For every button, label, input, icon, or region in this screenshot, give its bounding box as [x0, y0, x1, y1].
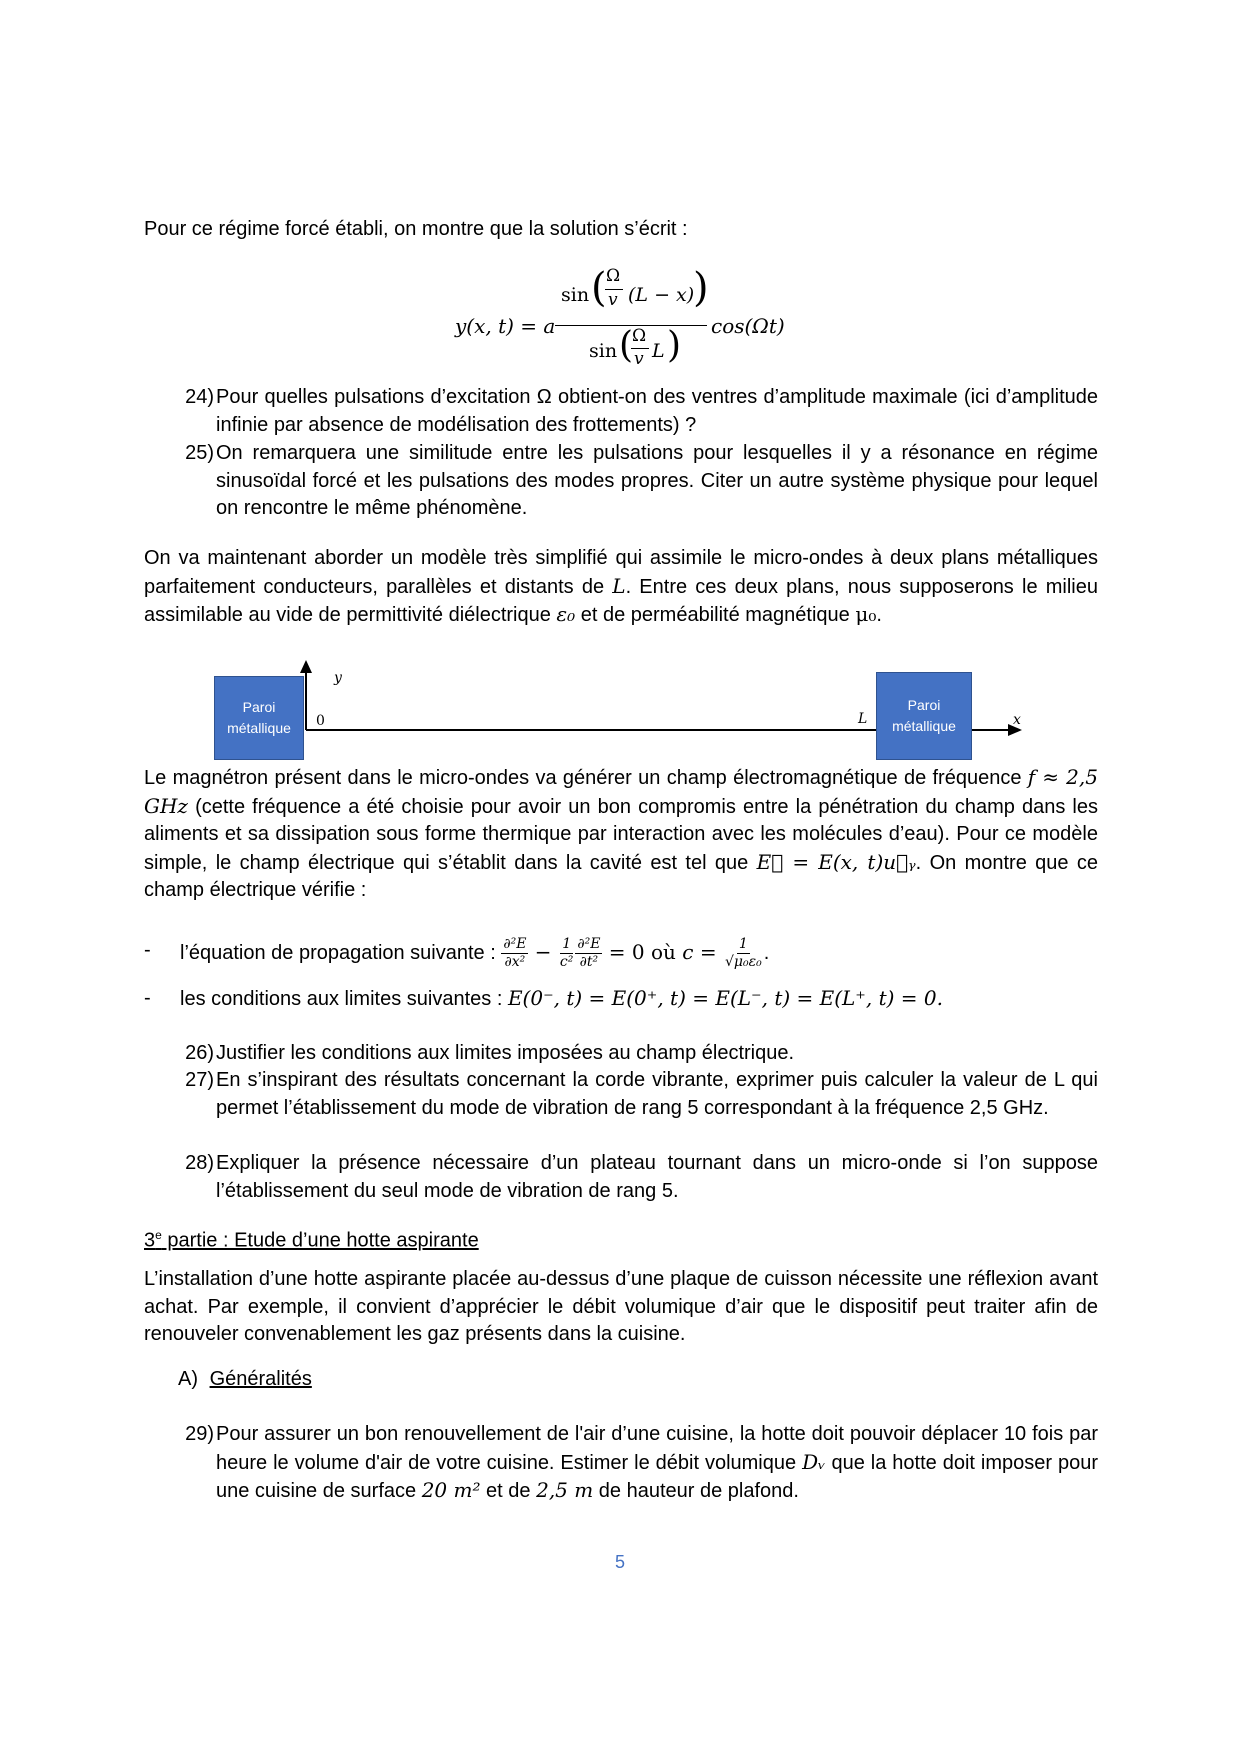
frac-den: c²: [559, 954, 574, 970]
text-span: . Entre ces deux plans, nous supposerons le milieu assimilable au vide de permittivité diélectrique: [144, 575, 1098, 626]
diagram-axes: [0, 655, 1240, 755]
section-title: partie : Etude d’une hotte aspirante: [161, 1229, 479, 1252]
question-24: [178, 384, 1098, 439]
wall-right: [876, 672, 972, 760]
length-label: L: [858, 711, 868, 727]
question-text: Expliquer la présence nécessaire d’un plateau tournant dans un micro-onde si l’on suppose l’établissement du seul mode de vibration de rang 5.: [216, 1152, 1098, 1202]
question-text: On remarquera une similitude entre les pulsations pour lesquelles il y a résonance en régime sinusoïdal forcé et les pulsations des modes propres. Citer un autre système physique pour lequel on rencontre le même phénomène.: [216, 442, 1098, 519]
frac-1-c2: [558, 936, 575, 971]
question-number: 28): [185, 1152, 214, 1174]
bullet-content: [180, 936, 769, 971]
frac-d2E-dt2: [575, 936, 602, 971]
math-boundary: E(0⁻, t) = E(0⁺, t) = E(L⁻, t) = E(L⁺, t) = 0.: [507, 986, 943, 1010]
formula-num-sin: sin: [561, 284, 590, 306]
frac-num: 1: [738, 936, 748, 952]
math-frequency: f ≈ 2,5 GHz: [144, 765, 1098, 818]
question-25: [178, 440, 1098, 523]
text-span: Le magnétron présent dans le micro-ondes va générer un champ électromagnétique de fréquence: [144, 767, 1028, 789]
question-27: [178, 1067, 1098, 1122]
formula-num-arg: (L − x): [628, 284, 695, 306]
axis-y-label: y: [334, 670, 342, 686]
formula-cos: cos(Ωt): [711, 314, 785, 338]
question-text: Justifier les conditions aux limites imposées au champ électrique.: [216, 1042, 795, 1064]
text-span: On va maintenant aborder un modèle très simplifié qui assimile le micro-ondes à deux plans métalliques parfaitement conducteurs, parallèles et distants de: [144, 547, 1098, 598]
formula-den-v: v: [634, 349, 644, 369]
page-number: 5: [614, 1552, 625, 1572]
subsection-title: Généralités: [209, 1368, 312, 1390]
text-span: . On montre que ce champ électrique vérifie :: [144, 851, 1099, 901]
frac-c-def: [723, 936, 764, 971]
paragraph-microwave-model: [144, 545, 1098, 630]
frac-den: ∂t²: [579, 954, 599, 970]
question-number: 27): [185, 1069, 214, 1091]
formula-den-arg: L: [652, 340, 665, 362]
question-number: 29): [185, 1423, 214, 1445]
formula-lhs: y(x, t) = a: [455, 314, 556, 338]
math-L: L: [612, 573, 626, 598]
question-26: [178, 1040, 1098, 1068]
formula-num-omega: Ω: [606, 266, 621, 286]
formula-den-sin: sin: [589, 340, 618, 362]
wall-left-label-2: métallique: [227, 720, 291, 736]
frac-num: ∂²E: [577, 936, 601, 952]
question-number: 25): [185, 442, 214, 464]
frac-den: √μ₀ε₀: [724, 954, 762, 970]
formula-den-paren-open: (: [619, 325, 634, 366]
origin-label: 0: [316, 713, 325, 729]
question-29: [178, 1421, 1098, 1506]
formula-den-paren-close: ): [667, 325, 682, 366]
math-dv: Dᵥ: [802, 1449, 826, 1474]
frac-den: ∂x²: [504, 954, 526, 970]
question-text: En s’inspirant des résultats concernant la corde vibrante, exprimer puis calculer la valeur de L qui permet l’établissement du mode de vibration de rang 5 correspondant à la fréquence 2,5 GHz.: [216, 1069, 1098, 1119]
math-surface: 20 m²: [421, 1478, 481, 1502]
wall-right-label-1: Paroi: [907, 697, 941, 713]
formula-den-omega: Ω: [632, 326, 647, 346]
text-span: et de: [480, 1480, 537, 1502]
text-span: Pour assurer un bon renouvellement de l'air d’une cuisine, la hotte doit pouvoir déplacer 10 fois par heure le volume d'air de votre cuisine. Estimer le débit volumique: [216, 1423, 1098, 1474]
frac-num: ∂²E: [503, 936, 527, 952]
formula-num-paren-open: (: [591, 265, 607, 311]
math-epsilon0: ε₀: [556, 602, 576, 626]
math-height: 2,5 m: [536, 1478, 594, 1502]
wall-left: [214, 676, 304, 760]
bullet-dash: -: [144, 939, 151, 961]
paragraph-magnetron: [144, 764, 1098, 905]
intro-text: Pour ce régime forcé établi, on montre que la solution s’écrit :: [144, 218, 688, 240]
paragraph-hotte: L’installation d’une hotte aspirante placée au-dessus d’une plaque de cuisson nécessite une réflexion avant achat. Par exemple, il convient d’apprécier le débit volumique d’air que le dispositif peut traiter afin de renouveler convenablement les gaz présents dans la cuisine.: [144, 1268, 1098, 1345]
question-text: Pour quelles pulsations d’excitation Ω obtient-on des ventres d’amplitude maximale (ici d’amplitude infinie par absence de modélisation des frottements) ?: [216, 386, 1098, 436]
subsection-heading: [178, 1366, 312, 1393]
text-span: que la hotte doit imposer pour une cuisine de surface: [216, 1451, 1099, 1502]
formula-main: [0, 258, 1240, 376]
question-number: 24): [185, 386, 214, 408]
math-eq: = 0 où: [602, 939, 683, 964]
math-c: c =: [682, 939, 723, 964]
text-span: de hauteur de plafond.: [593, 1480, 799, 1502]
math-minus: −: [528, 939, 558, 964]
wall-left-label-1: Paroi: [242, 699, 276, 715]
wall-right-label-2: métallique: [892, 718, 956, 734]
subsection-label: A): [178, 1368, 198, 1390]
bullet-content: [180, 984, 943, 1013]
text-span: et de perméabilité magnétique: [575, 604, 856, 626]
text-span: .: [763, 941, 770, 964]
math-field: E⃗ = E(x, t)u⃗ᵧ: [756, 849, 916, 874]
question-28: [178, 1150, 1098, 1205]
text-span: les conditions aux limites suivantes :: [180, 988, 508, 1010]
formula-num-v: v: [608, 290, 618, 310]
bullet-dash: -: [144, 987, 151, 1009]
frac-num: 1: [562, 936, 572, 952]
axis-x-label: x: [1013, 712, 1021, 728]
question-text: [216, 1421, 1098, 1506]
frac-d2E-dx2: [501, 936, 528, 971]
section-heading: [144, 1222, 479, 1255]
cavity-diagram: [0, 655, 1240, 755]
math-mu0: μ₀: [855, 602, 877, 626]
section-sup: e: [155, 1228, 162, 1242]
section-number: 3: [144, 1229, 156, 1252]
text-span: l’équation de propagation suivante :: [180, 941, 502, 964]
text-span: (cette fréquence a été choisie pour avoir un bon compromis entre la pénétration du champ dans les aliments et sa dissipation sous forme thermique par interaction avec les molécules d’eau). Pour ce modèle simple, le champ électrique qui s’établit dans la cavité est tel que: [144, 795, 1098, 874]
text-span: .: [876, 604, 882, 626]
formula-num-paren-close: ): [693, 265, 709, 311]
question-number: 26): [185, 1042, 214, 1064]
